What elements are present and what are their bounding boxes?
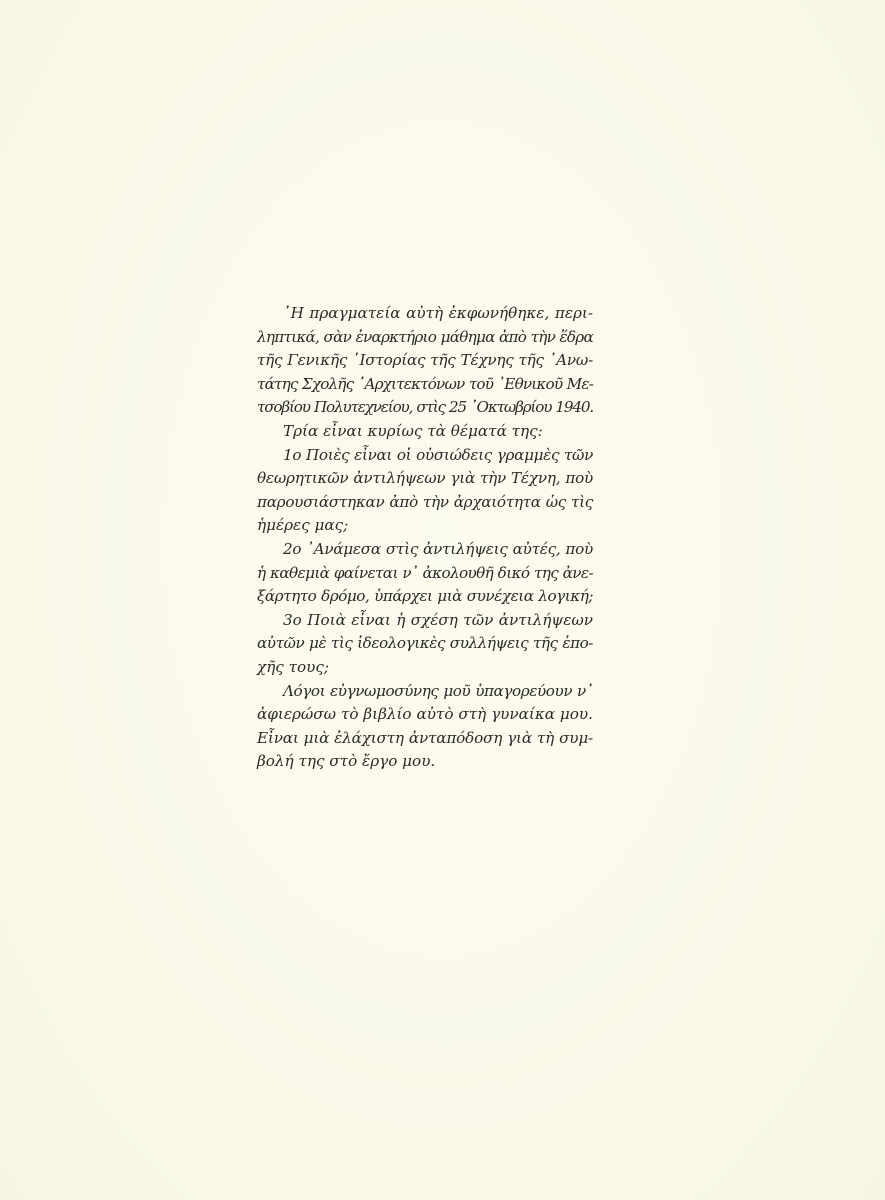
text-line: χῆς τους; [257, 657, 330, 676]
text-line: τάτης Σχολῆς ᾿Αρχιτεκτόνων τοῦ ᾿Εθνικοῦ Με- [257, 374, 593, 393]
text-line: ληπτικά, σὰν ἐναρκτήριο μάθημα ἀπὸ τὴν ἕδρα [257, 327, 593, 346]
text-line: ἀφιερώσω τὸ βιβλίο αὐτὸ στὴ γυναίκα μου. [257, 705, 593, 724]
text-line: ξάρτητο δρόμο, ὑπάρχει μιὰ συνέχεια λογική; [257, 587, 593, 606]
dedication-text [257, 302, 593, 774]
text-line: Λόγοι εὐγνωμοσύνης μοῦ ὑπαγορεύουν ν᾿ [283, 681, 593, 700]
text-line: θεωρητικῶν ἀντιλήψεων γιὰ τὴν Τέχνη, ποὺ [257, 469, 593, 488]
text-line: ῾Η πραγματεία αὐτὴ ἐκφωνήθηκε, περι- [283, 304, 593, 322]
text-line: 2ο ᾿Ανάμεσα στὶς ἀντιλήψεις αὐτές, ποὺ [283, 539, 593, 558]
text-line: τσοβίου Πολυτεχνείου, στὶς 25 ᾿Οκτωβρίου 1940. [257, 398, 593, 417]
text-line: Εἶναι μιὰ ἐλάχιστη ἀνταπόδοση γιὰ τὴ συμ- [257, 728, 593, 747]
text-line: ἡ καθεμιὰ φαίνεται ν᾿ ἀκολουθῆ δικό της ἀνε- [257, 563, 593, 582]
text-line: Τρία εἶναι κυρίως τὰ θέματά της: [283, 421, 543, 440]
text-line: αὐτῶν μὲ τὶς ἰδεολογικὲς συλλήψεις τῆς ἐπο- [257, 634, 593, 653]
text-line: τῆς Γενικῆς ῾Ιστορίας τῆς Τέχνης τῆς ᾿Ανω- [257, 351, 593, 370]
text-line: παρουσιάστηκαν ἀπὸ τὴν ἀρχαιότητα ὡς τὶς [257, 492, 593, 511]
text-line: 3ο Ποιὰ εἶναι ἡ σχέση τῶν ἀντιλήψεων [283, 610, 593, 629]
text-line: 1ο Ποιὲς εἶναι οἱ οὐσιώδεις γραμμὲς τῶν [283, 445, 593, 464]
text-line: ἡμέρες μας; [257, 516, 349, 535]
text-line: βολή της στὸ ἔργο μου. [257, 752, 436, 771]
